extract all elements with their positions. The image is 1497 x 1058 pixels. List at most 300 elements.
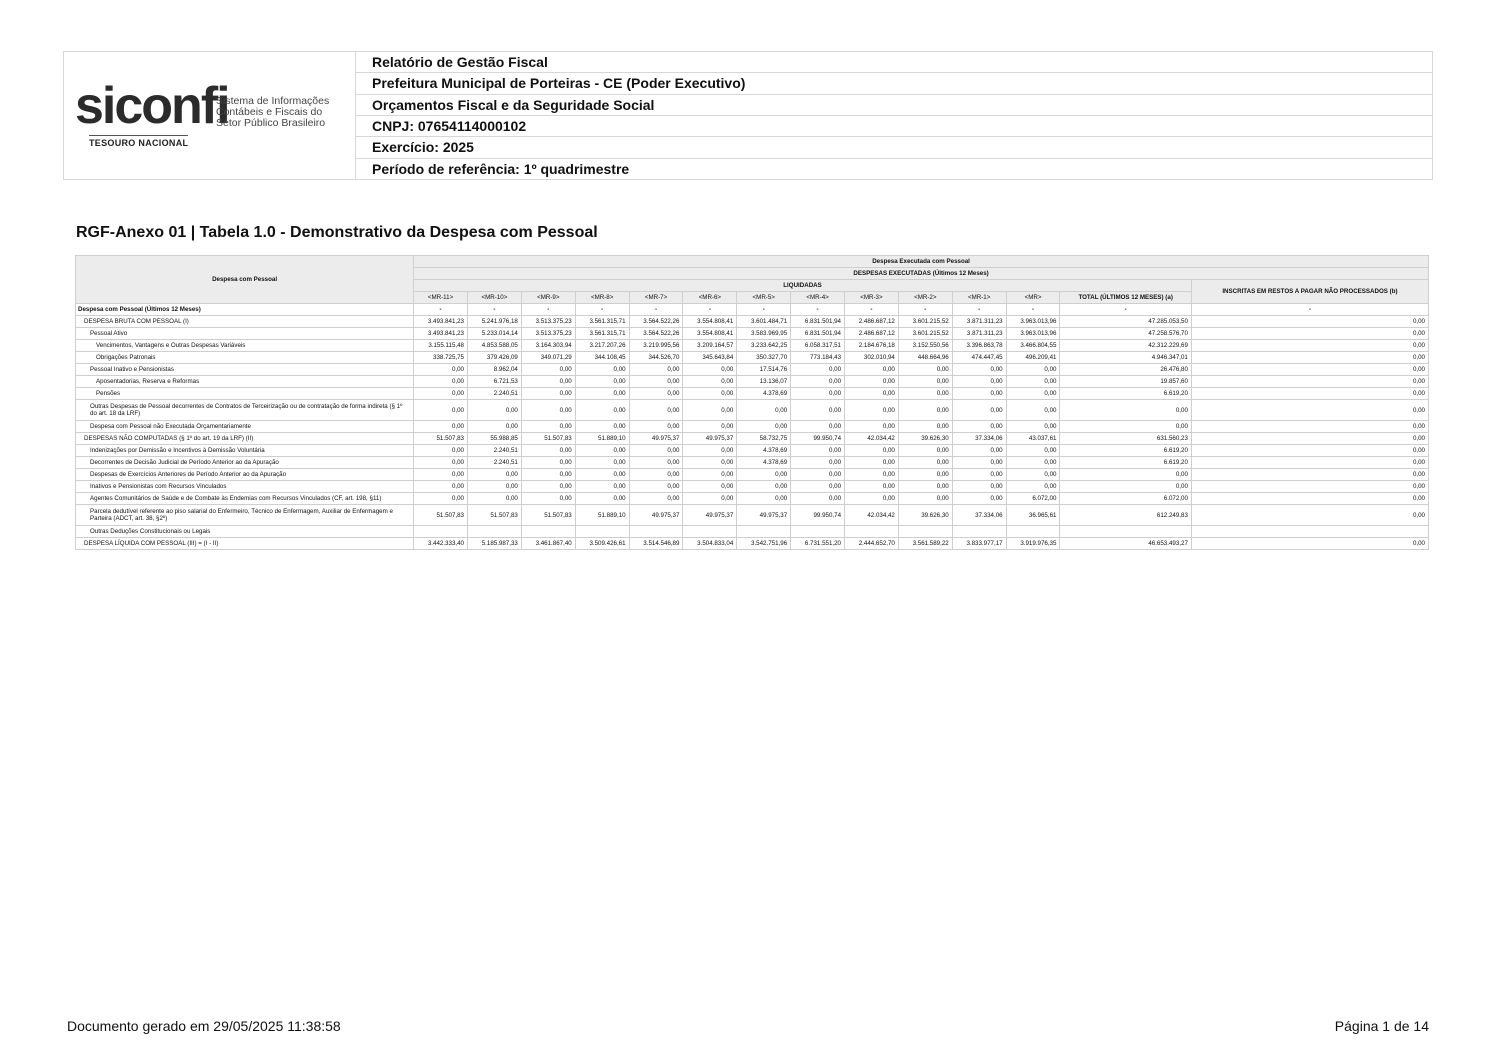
row-value: 0,00 bbox=[521, 469, 575, 481]
row-value bbox=[1006, 526, 1060, 538]
row-value: 0,00 bbox=[575, 493, 629, 505]
row-label: Decorrentes de Decisão Judicial de Período Anterior ao da Apuração bbox=[76, 457, 414, 469]
row-value: 0,00 bbox=[737, 493, 791, 505]
row-value: 6.058.317,51 bbox=[791, 340, 845, 352]
row-value: 42.034,42 bbox=[845, 505, 899, 526]
row-value: 0,00 bbox=[629, 421, 683, 433]
row-value: 0,00 bbox=[791, 376, 845, 388]
row-value: 0,00 bbox=[952, 388, 1006, 400]
row-value: 0,00 bbox=[414, 388, 468, 400]
row-value: 19.857,60 bbox=[1060, 376, 1191, 388]
row-value: 0,00 bbox=[845, 388, 899, 400]
subgroup-header: DESPESAS EXECUTADAS (Últimos 12 Meses) bbox=[414, 268, 1429, 280]
row-value: 3.554.808,41 bbox=[683, 328, 737, 340]
month-header: <MR-6> bbox=[683, 292, 737, 304]
row-value: - bbox=[629, 304, 683, 316]
row-value: 0,00 bbox=[1191, 316, 1428, 328]
row-value: 0,00 bbox=[1191, 364, 1428, 376]
group-header: Despesa Executada com Pessoal bbox=[414, 256, 1429, 268]
row-value: 349.071,29 bbox=[521, 352, 575, 364]
header-budget: Orçamentos Fiscal e da Seguridade Social bbox=[356, 95, 1432, 116]
row-label: DESPESA LÍQUIDA COM PESSOAL (III) = (I - II) bbox=[76, 538, 414, 550]
row-value: 0,00 bbox=[1191, 328, 1428, 340]
row-value: 0,00 bbox=[898, 481, 952, 493]
row-value: 496.209,41 bbox=[1006, 352, 1060, 364]
row-value: 2.486.687,12 bbox=[845, 316, 899, 328]
row-value: 0,00 bbox=[1006, 364, 1060, 376]
row-value: 0,00 bbox=[683, 364, 737, 376]
row-value: 3.219.995,56 bbox=[629, 340, 683, 352]
row-label: Pessoal Ativo bbox=[76, 328, 414, 340]
row-value: 3.513.375,23 bbox=[521, 328, 575, 340]
row-value: 0,00 bbox=[414, 376, 468, 388]
row-value bbox=[791, 526, 845, 538]
tesouro-nacional-label: TESOURO NACIONAL bbox=[89, 135, 188, 148]
row-value: 46.653.493,27 bbox=[1060, 538, 1191, 550]
row-value: 51.507,83 bbox=[521, 433, 575, 445]
row-value: 51.507,83 bbox=[414, 433, 468, 445]
row-value: 5.241.976,18 bbox=[468, 316, 522, 328]
row-value: 49.975,37 bbox=[683, 505, 737, 526]
row-value: 0,00 bbox=[791, 388, 845, 400]
month-header: <MR-3> bbox=[845, 292, 899, 304]
row-value: 37.334,06 bbox=[952, 433, 1006, 445]
row-value: 344.108,45 bbox=[575, 352, 629, 364]
row-value: 3.233.642,25 bbox=[737, 340, 791, 352]
row-value: 0,00 bbox=[683, 421, 737, 433]
table-row bbox=[76, 457, 1429, 469]
row-value: 0,00 bbox=[629, 493, 683, 505]
row-value: 3.564.522,26 bbox=[629, 316, 683, 328]
row-value: - bbox=[791, 304, 845, 316]
row-value: 0,00 bbox=[521, 445, 575, 457]
row-value: 0,00 bbox=[952, 493, 1006, 505]
row-value: 0,00 bbox=[575, 400, 629, 421]
row-value: 2.240,51 bbox=[468, 388, 522, 400]
row-value: 0,00 bbox=[898, 469, 952, 481]
row-value: 0,00 bbox=[683, 376, 737, 388]
row-value: 0,00 bbox=[1060, 400, 1191, 421]
row-label: Despesa com Pessoal não Executada Orçamentariamente bbox=[76, 421, 414, 433]
row-value: 302.010,94 bbox=[845, 352, 899, 364]
row-value: 3.601.215,52 bbox=[898, 316, 952, 328]
row-value: 0,00 bbox=[1006, 457, 1060, 469]
row-value: 0,00 bbox=[952, 421, 1006, 433]
row-value: 0,00 bbox=[845, 445, 899, 457]
row-value: - bbox=[468, 304, 522, 316]
row-value: 0,00 bbox=[1191, 421, 1428, 433]
row-value: 42.312.229,69 bbox=[1060, 340, 1191, 352]
row-value: 0,00 bbox=[414, 457, 468, 469]
row-value: 0,00 bbox=[629, 364, 683, 376]
row-value: 0,00 bbox=[845, 481, 899, 493]
row-label: DESPESAS NÃO COMPUTADAS (§ 1º do art. 19 da LRF) (II) bbox=[76, 433, 414, 445]
row-value: 3.561.315,71 bbox=[575, 328, 629, 340]
row-value: 3.461.867,40 bbox=[521, 538, 575, 550]
row-value: 0,00 bbox=[629, 457, 683, 469]
row-value bbox=[414, 526, 468, 538]
table-row bbox=[76, 388, 1429, 400]
row-label: Inativos e Pensionistas com Recursos Vinculados bbox=[76, 481, 414, 493]
row-value: 0,00 bbox=[791, 457, 845, 469]
row-value: 0,00 bbox=[629, 388, 683, 400]
row-value: 3.561.315,71 bbox=[575, 316, 629, 328]
row-value: 773.184,43 bbox=[791, 352, 845, 364]
row-value: 0,00 bbox=[737, 400, 791, 421]
row-value: 51.889,10 bbox=[575, 505, 629, 526]
row-label: DESPESA BRUTA COM PESSOAL (I) bbox=[76, 316, 414, 328]
row-value: 0,00 bbox=[845, 364, 899, 376]
row-value: 0,00 bbox=[1191, 481, 1428, 493]
row-value: 0,00 bbox=[737, 481, 791, 493]
row-value: 5.185.987,33 bbox=[468, 538, 522, 550]
row-value: - bbox=[1060, 304, 1191, 316]
row-value: 6.721,53 bbox=[468, 376, 522, 388]
row-label: Vencimentos, Vantagens e Outras Despesas Variáveis bbox=[76, 340, 414, 352]
row-value bbox=[952, 526, 1006, 538]
row-value: 3.217.207,26 bbox=[575, 340, 629, 352]
row-value: 2.184.676,18 bbox=[845, 340, 899, 352]
row-value bbox=[521, 526, 575, 538]
row-value: 3.561.589,22 bbox=[898, 538, 952, 550]
row-value: 0,00 bbox=[898, 400, 952, 421]
row-value: 3.963.013,96 bbox=[1006, 328, 1060, 340]
row-value: 4.378,69 bbox=[737, 445, 791, 457]
table-row bbox=[76, 421, 1429, 433]
row-value: 0,00 bbox=[1006, 421, 1060, 433]
month-header: <MR-9> bbox=[521, 292, 575, 304]
table-row bbox=[76, 469, 1429, 481]
row-value: 474.447,45 bbox=[952, 352, 1006, 364]
row-value bbox=[575, 526, 629, 538]
row-value: 0,00 bbox=[629, 400, 683, 421]
row-value: 3.542.751,96 bbox=[737, 538, 791, 550]
row-value: 3.504.833,04 bbox=[683, 538, 737, 550]
header-report-name: Relatório de Gestão Fiscal bbox=[356, 52, 1432, 73]
row-value: 0,00 bbox=[1191, 433, 1428, 445]
row-value: - bbox=[521, 304, 575, 316]
table-body bbox=[76, 304, 1429, 550]
table-row bbox=[76, 493, 1429, 505]
footer-generated: Documento gerado em 29/05/2025 11:38:58 bbox=[67, 1018, 341, 1034]
row-value: - bbox=[737, 304, 791, 316]
row-value: 344.526,70 bbox=[629, 352, 683, 364]
row-value: 0,00 bbox=[1006, 376, 1060, 388]
table-row bbox=[76, 304, 1429, 316]
row-value: 3.583.969,95 bbox=[737, 328, 791, 340]
row-value: 0,00 bbox=[898, 457, 952, 469]
row-value: 0,00 bbox=[521, 400, 575, 421]
row-value: 0,00 bbox=[791, 421, 845, 433]
row-value: 4.378,69 bbox=[737, 457, 791, 469]
row-value: 0,00 bbox=[1060, 469, 1191, 481]
row-value: 3.601.484,71 bbox=[737, 316, 791, 328]
month-header: <MR-11> bbox=[414, 292, 468, 304]
month-header: <MR-4> bbox=[791, 292, 845, 304]
row-value bbox=[468, 526, 522, 538]
row-value: 2.486.687,12 bbox=[845, 328, 899, 340]
row-value: 0,00 bbox=[575, 469, 629, 481]
row-value: 42.034,42 bbox=[845, 433, 899, 445]
row-value: 448.664,96 bbox=[898, 352, 952, 364]
header-cnpj: CNPJ: 07654114000102 bbox=[356, 116, 1432, 137]
row-value: 0,00 bbox=[898, 388, 952, 400]
row-value: 0,00 bbox=[575, 376, 629, 388]
row-value: 37.334,06 bbox=[952, 505, 1006, 526]
total-header: TOTAL (ÚLTIMOS 12 MESES) (a) bbox=[1060, 292, 1191, 304]
row-value: 0,00 bbox=[414, 445, 468, 457]
row-value: 0,00 bbox=[1191, 457, 1428, 469]
row-value: 0,00 bbox=[629, 481, 683, 493]
row-value: 0,00 bbox=[414, 481, 468, 493]
row-value: 0,00 bbox=[845, 457, 899, 469]
row-value: 3.963.013,96 bbox=[1006, 316, 1060, 328]
row-value bbox=[1191, 526, 1428, 538]
row-value: 0,00 bbox=[575, 481, 629, 493]
row-value: 0,00 bbox=[629, 445, 683, 457]
row-value: 3.152.550,56 bbox=[898, 340, 952, 352]
row-value: 0,00 bbox=[952, 376, 1006, 388]
row-value: 0,00 bbox=[468, 481, 522, 493]
liquidadas-header: LIQUIDADAS bbox=[414, 280, 1192, 292]
row-value: 350.327,70 bbox=[737, 352, 791, 364]
row-value: 3.833.977,17 bbox=[952, 538, 1006, 550]
row-value: 49.975,37 bbox=[629, 505, 683, 526]
row-value: 2.444.652,70 bbox=[845, 538, 899, 550]
row-value: 51.889,10 bbox=[575, 433, 629, 445]
row-value: 49.975,37 bbox=[629, 433, 683, 445]
row-value: 0,00 bbox=[683, 388, 737, 400]
row-value bbox=[898, 526, 952, 538]
row-value: - bbox=[898, 304, 952, 316]
row-label: Obrigações Patronais bbox=[76, 352, 414, 364]
row-value: 612.249,83 bbox=[1060, 505, 1191, 526]
row-value: 0,00 bbox=[845, 469, 899, 481]
table-row bbox=[76, 340, 1429, 352]
row-value: 4.946.347,01 bbox=[1060, 352, 1191, 364]
row-label: Parcela dedutível referente ao piso salarial do Enfermeiro, Técnico de Enfermagem, Auxiliar de Enfermagem e Parteira (ADCT, art. 38, §2º) bbox=[76, 505, 414, 526]
row-value: 0,00 bbox=[521, 376, 575, 388]
row-value: 0,00 bbox=[468, 469, 522, 481]
row-value: 6.619,20 bbox=[1060, 457, 1191, 469]
row-value: 0,00 bbox=[791, 364, 845, 376]
row-value: 0,00 bbox=[845, 493, 899, 505]
row-value bbox=[1060, 526, 1191, 538]
table-row bbox=[76, 364, 1429, 376]
row-value: 0,00 bbox=[575, 445, 629, 457]
row-value: 47.258.576,70 bbox=[1060, 328, 1191, 340]
row-value: 39.626,30 bbox=[898, 505, 952, 526]
row-value: 0,00 bbox=[521, 493, 575, 505]
row-value: 49.975,37 bbox=[737, 505, 791, 526]
row-value: 0,00 bbox=[629, 376, 683, 388]
row-value: 36.965,61 bbox=[1006, 505, 1060, 526]
row-value: 0,00 bbox=[791, 481, 845, 493]
row-value: 0,00 bbox=[683, 493, 737, 505]
row-value: 0,00 bbox=[414, 493, 468, 505]
row-value: 3.396.863,78 bbox=[952, 340, 1006, 352]
row-value: 51.507,83 bbox=[468, 505, 522, 526]
row-label: Indenizações por Demissão e Incentivos à Demissão Voluntária bbox=[76, 445, 414, 457]
row-value: 0,00 bbox=[521, 388, 575, 400]
row-value: 0,00 bbox=[575, 388, 629, 400]
row-value: 0,00 bbox=[468, 421, 522, 433]
row-value: 0,00 bbox=[521, 421, 575, 433]
table-row bbox=[76, 328, 1429, 340]
month-header: <MR-7> bbox=[629, 292, 683, 304]
row-value: 0,00 bbox=[414, 400, 468, 421]
row-value: 13.136,07 bbox=[737, 376, 791, 388]
row-label: Despesas de Exercícios Anteriores de Período Anterior ao da Apuração bbox=[76, 469, 414, 481]
row-value: 0,00 bbox=[683, 457, 737, 469]
logo-subtitle: Sistema de Informações Contábeis e Fiscais do Setor Público Brasileiro bbox=[216, 95, 330, 129]
row-value: 0,00 bbox=[468, 493, 522, 505]
row-value: 0,00 bbox=[952, 481, 1006, 493]
row-value: 0,00 bbox=[1191, 493, 1428, 505]
report-header bbox=[63, 51, 1433, 180]
row-value: 0,00 bbox=[845, 400, 899, 421]
inscritas-header: INSCRITAS EM RESTOS A PAGAR NÃO PROCESSADOS (b) bbox=[1191, 280, 1428, 304]
header-exercise: Exercício: 2025 bbox=[356, 137, 1432, 158]
row-value: 0,00 bbox=[952, 469, 1006, 481]
month-header: <MR-8> bbox=[575, 292, 629, 304]
table-row bbox=[76, 445, 1429, 457]
row-value: 3.442.333,40 bbox=[414, 538, 468, 550]
row-value: 0,00 bbox=[1006, 400, 1060, 421]
row-value: 0,00 bbox=[1006, 481, 1060, 493]
row-value: 3.466.804,55 bbox=[1006, 340, 1060, 352]
row-value: 0,00 bbox=[414, 364, 468, 376]
table-row bbox=[76, 433, 1429, 445]
row-label: Aposentadorias, Reserva e Reformas bbox=[76, 376, 414, 388]
row-value: 0,00 bbox=[898, 376, 952, 388]
row-value: 3.164.303,94 bbox=[521, 340, 575, 352]
row-value: - bbox=[952, 304, 1006, 316]
row-value: 0,00 bbox=[683, 481, 737, 493]
row-value: 6.072,00 bbox=[1060, 493, 1191, 505]
row-value: 3.493.841,23 bbox=[414, 316, 468, 328]
row-value: 0,00 bbox=[1006, 469, 1060, 481]
row-value: 0,00 bbox=[575, 457, 629, 469]
row-value: 0,00 bbox=[1191, 505, 1428, 526]
row-value: 0,00 bbox=[1191, 352, 1428, 364]
table-row bbox=[76, 538, 1429, 550]
row-value: 0,00 bbox=[1006, 388, 1060, 400]
row-value: 0,00 bbox=[952, 445, 1006, 457]
row-value bbox=[683, 526, 737, 538]
row-value: 631.560,23 bbox=[1060, 433, 1191, 445]
row-value: - bbox=[1006, 304, 1060, 316]
personnel-expense-table bbox=[75, 255, 1429, 550]
row-label: Pessoal Inativo e Pensionistas bbox=[76, 364, 414, 376]
row-value: 26.476,80 bbox=[1060, 364, 1191, 376]
row-value: 0,00 bbox=[1191, 340, 1428, 352]
row-value: 0,00 bbox=[521, 364, 575, 376]
row-value bbox=[629, 526, 683, 538]
row-value: 0,00 bbox=[1191, 400, 1428, 421]
row-value: 0,00 bbox=[1191, 376, 1428, 388]
logo-wordmark: siconfi bbox=[75, 77, 229, 135]
row-value: 3.509.426,61 bbox=[575, 538, 629, 550]
row-value: 0,00 bbox=[791, 445, 845, 457]
row-value: 0,00 bbox=[737, 469, 791, 481]
report-title: RGF-Anexo 01 | Tabela 1.0 - Demonstrativo da Despesa com Pessoal bbox=[76, 224, 598, 241]
row-value: 55.988,85 bbox=[468, 433, 522, 445]
row-value: 0,00 bbox=[521, 457, 575, 469]
row-value: - bbox=[683, 304, 737, 316]
row-value: - bbox=[1191, 304, 1428, 316]
row-value: 3.564.522,26 bbox=[629, 328, 683, 340]
row-value: 0,00 bbox=[952, 364, 1006, 376]
row-value: 6.831.501,94 bbox=[791, 328, 845, 340]
row-value: 0,00 bbox=[1006, 445, 1060, 457]
row-value: - bbox=[845, 304, 899, 316]
row-value: 43.037,61 bbox=[1006, 433, 1060, 445]
row-value: 0,00 bbox=[952, 457, 1006, 469]
row-value: 0,00 bbox=[414, 469, 468, 481]
row-label: Pensões bbox=[76, 388, 414, 400]
row-value bbox=[737, 526, 791, 538]
row-value: 0,00 bbox=[791, 469, 845, 481]
row-value: - bbox=[414, 304, 468, 316]
row-value: 4.378,69 bbox=[737, 388, 791, 400]
row-value: 0,00 bbox=[1191, 469, 1428, 481]
table-row bbox=[76, 505, 1429, 526]
row-label: Despesa com Pessoal (Últimos 12 Meses) bbox=[76, 304, 414, 316]
header-info bbox=[356, 52, 1432, 179]
row-value: 17.514,76 bbox=[737, 364, 791, 376]
row-label: Outras Deduções Constitucionais ou Legais bbox=[76, 526, 414, 538]
row-value: 0,00 bbox=[737, 421, 791, 433]
row-value: 3.155.115,48 bbox=[414, 340, 468, 352]
row-value: 3.554.808,41 bbox=[683, 316, 737, 328]
row-value: 0,00 bbox=[898, 493, 952, 505]
row-value: 3.919.976,35 bbox=[1006, 538, 1060, 550]
row-value: 0,00 bbox=[414, 421, 468, 433]
row-value: 0,00 bbox=[791, 400, 845, 421]
row-value: 2.240,51 bbox=[468, 457, 522, 469]
row-value: 3.871.311,23 bbox=[952, 328, 1006, 340]
row-value: 51.507,83 bbox=[521, 505, 575, 526]
month-header: <MR-2> bbox=[898, 292, 952, 304]
month-header: <MR-1> bbox=[952, 292, 1006, 304]
row-value: 58.732,75 bbox=[737, 433, 791, 445]
table-row bbox=[76, 352, 1429, 364]
table-row bbox=[76, 526, 1429, 538]
row-value: 0,00 bbox=[683, 400, 737, 421]
row-value: 3.209.164,57 bbox=[683, 340, 737, 352]
left-header: Despesa com Pessoal bbox=[76, 256, 414, 304]
row-value: 6.731.551,20 bbox=[791, 538, 845, 550]
row-value: 0,00 bbox=[1191, 538, 1428, 550]
row-value: - bbox=[575, 304, 629, 316]
month-header: <MR-5> bbox=[737, 292, 791, 304]
row-value: 6.619,20 bbox=[1060, 388, 1191, 400]
month-header: <MR-10> bbox=[468, 292, 522, 304]
siconfi-logo bbox=[64, 52, 356, 179]
row-value: 3.601.215,52 bbox=[898, 328, 952, 340]
row-value: 0,00 bbox=[629, 469, 683, 481]
footer-page-number: Página 1 de 14 bbox=[1334, 1018, 1429, 1034]
header-entity: Prefeitura Municipal de Porteiras - CE (Poder Executivo) bbox=[356, 73, 1432, 94]
row-value: 0,00 bbox=[683, 445, 737, 457]
row-value: 99.950,74 bbox=[791, 505, 845, 526]
row-value: 0,00 bbox=[898, 421, 952, 433]
row-value: 3.493.841,23 bbox=[414, 328, 468, 340]
row-value: 0,00 bbox=[468, 400, 522, 421]
row-value: 0,00 bbox=[575, 421, 629, 433]
row-value: 3.513.375,23 bbox=[521, 316, 575, 328]
